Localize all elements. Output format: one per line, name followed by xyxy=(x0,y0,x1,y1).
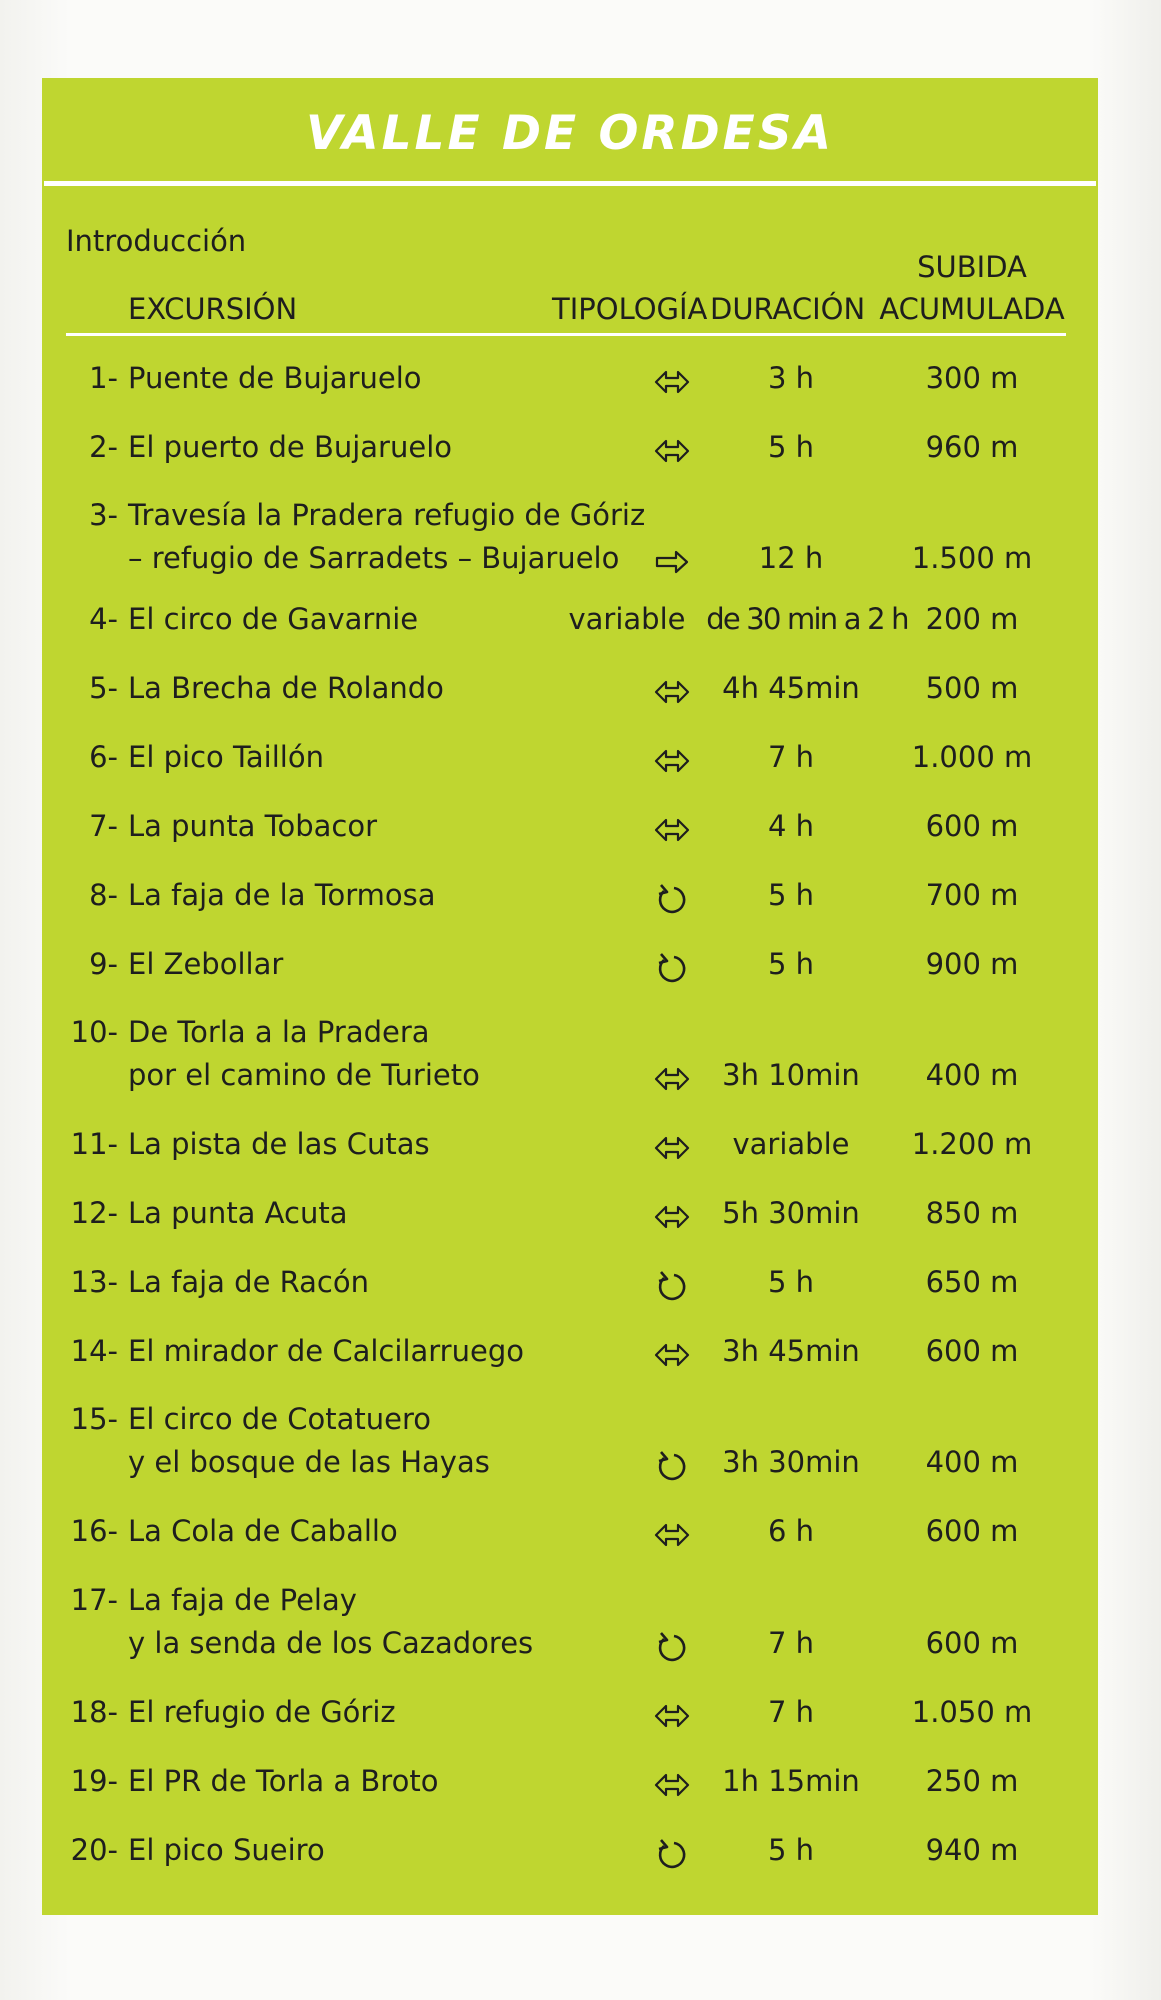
header-divider xyxy=(66,333,1066,336)
duracion-cell: 3h 10min xyxy=(722,1058,860,1092)
duracion-cell: 7 h xyxy=(767,1626,815,1660)
duracion-cell: 7 h xyxy=(767,740,815,774)
subida-cell: 400 m xyxy=(925,1445,1019,1479)
duracion-cell: 5 h xyxy=(767,430,815,464)
duracion-cell: 5 h xyxy=(767,947,815,981)
subida-cell: 1.000 m xyxy=(911,740,1033,774)
table-row[interactable] xyxy=(42,361,1098,404)
table-row[interactable] xyxy=(42,1402,1098,1488)
subida-cell: 960 m xyxy=(925,430,1019,464)
row-number: 10- xyxy=(70,1015,118,1049)
duracion-cell: 4 h xyxy=(767,809,815,843)
header-excursion: EXCURSIÓN xyxy=(128,292,298,326)
row-number: 13- xyxy=(70,1265,118,1299)
excursion-name: Puente de Bujaruelo xyxy=(128,361,422,395)
table-row[interactable] xyxy=(42,740,1098,783)
duracion-cell: 12 h xyxy=(758,541,824,575)
page-title: VALLE DE ORDESA xyxy=(306,106,834,161)
subida-cell: 1.200 m xyxy=(911,1127,1033,1161)
duracion-cell: 6 h xyxy=(767,1514,815,1548)
subida-cell: 400 m xyxy=(925,1058,1019,1092)
table-row[interactable] xyxy=(42,1334,1098,1377)
subida-cell: 940 m xyxy=(925,1833,1019,1867)
row-number: 20- xyxy=(70,1833,118,1867)
subida-cell: 1.050 m xyxy=(911,1695,1033,1729)
table-row[interactable] xyxy=(42,1583,1098,1669)
excursion-name: La Brecha de Rolando xyxy=(128,671,444,705)
subida-cell: 250 m xyxy=(925,1764,1019,1798)
excursion-name: Travesía la Pradera refugio de Góriz xyxy=(128,498,646,532)
table-row[interactable] xyxy=(42,1695,1098,1738)
row-number: 16- xyxy=(70,1514,118,1548)
table-row[interactable] xyxy=(42,809,1098,852)
table-row[interactable] xyxy=(42,947,1098,990)
excursion-name: El circo de Gavarnie xyxy=(128,602,419,636)
row-number: 4- xyxy=(89,602,118,636)
row-number: 14- xyxy=(70,1334,118,1368)
excursion-name: La faja de la Tormosa xyxy=(128,878,436,912)
excursion-name: El PR de Torla a Broto xyxy=(128,1764,439,1798)
duracion-cell: 3 h xyxy=(767,361,815,395)
excursion-name: por el camino de Turieto xyxy=(128,1058,480,1092)
duracion-cell: 5h 30min xyxy=(722,1196,860,1230)
duracion-cell: 1h 15min xyxy=(722,1764,860,1798)
table-row[interactable] xyxy=(42,1514,1098,1557)
excursion-name: La faja de Pelay xyxy=(128,1583,357,1617)
excursion-name: y el bosque de las Hayas xyxy=(128,1445,490,1479)
duracion-cell: 3h 30min xyxy=(722,1445,860,1479)
row-number: 15- xyxy=(70,1402,118,1436)
subida-cell: 650 m xyxy=(925,1265,1019,1299)
tipologia-cell: variable xyxy=(568,602,686,636)
subida-cell: 200 m xyxy=(925,602,1019,636)
subida-cell: 600 m xyxy=(925,809,1019,843)
row-number: 18- xyxy=(70,1695,118,1729)
row-number: 7- xyxy=(89,809,118,843)
row-number: 19- xyxy=(70,1764,118,1798)
green-panel xyxy=(42,78,1098,1915)
duracion-cell: 5 h xyxy=(767,878,815,912)
table-row[interactable] xyxy=(42,602,1098,645)
excursion-name: El pico Taillón xyxy=(128,740,324,774)
subida-cell: 850 m xyxy=(925,1196,1019,1230)
table-row[interactable] xyxy=(42,498,1098,584)
excursion-name: La punta Tobacor xyxy=(128,809,377,843)
header-acumulada: ACUMULADA xyxy=(879,292,1065,326)
subida-cell: 900 m xyxy=(925,947,1019,981)
table-row[interactable] xyxy=(42,430,1098,473)
title-divider xyxy=(44,181,1096,186)
duracion-cell: 4h 45min xyxy=(722,671,860,705)
row-number: 2- xyxy=(89,430,118,464)
excursion-name: y la senda de los Cazadores xyxy=(128,1626,534,1660)
row-number: 6- xyxy=(89,740,118,774)
row-number: 8- xyxy=(89,878,118,912)
excursion-name: El mirador de Calcilarruego xyxy=(128,1334,524,1368)
row-number: 12- xyxy=(70,1196,118,1230)
excursion-name: La pista de las Cutas xyxy=(128,1127,430,1161)
table-row[interactable] xyxy=(42,671,1098,714)
excursion-name: El circo de Cotatuero xyxy=(128,1402,432,1436)
table-row[interactable] xyxy=(42,1127,1098,1170)
subida-cell: 600 m xyxy=(925,1626,1019,1660)
subida-cell: 300 m xyxy=(925,361,1019,395)
duracion-cell: 7 h xyxy=(767,1695,815,1729)
table-row[interactable] xyxy=(42,1196,1098,1239)
excursion-name: – refugio de Sarradets – Bujaruelo xyxy=(128,541,620,575)
table-row[interactable] xyxy=(42,878,1098,921)
duracion-cell: variable xyxy=(732,1127,850,1161)
table-row[interactable] xyxy=(42,1764,1098,1807)
row-number: 17- xyxy=(70,1583,118,1617)
excursion-name: De Torla a la Pradera xyxy=(128,1015,430,1049)
subida-cell: 600 m xyxy=(925,1334,1019,1368)
duracion-cell: de 30 min a 2 h xyxy=(706,602,908,636)
header-duracion: DURACIÓN xyxy=(710,292,866,326)
subida-cell: 500 m xyxy=(925,671,1019,705)
table-row[interactable] xyxy=(42,1833,1098,1876)
table-row[interactable] xyxy=(42,1015,1098,1101)
duracion-cell: 5 h xyxy=(767,1265,815,1299)
subida-cell: 600 m xyxy=(925,1514,1019,1548)
header-tipologia: TIPOLOGÍA xyxy=(552,292,708,326)
intro-link[interactable]: Introducción xyxy=(66,224,247,258)
row-number: 11- xyxy=(70,1127,118,1161)
excursion-name: El puerto de Bujaruelo xyxy=(128,430,452,464)
subida-cell: 1.500 m xyxy=(911,541,1033,575)
excursion-name: El pico Sueiro xyxy=(128,1833,325,1867)
excursion-name: La faja de Racón xyxy=(128,1265,369,1299)
row-number: 1- xyxy=(89,361,118,395)
header-subida: SUBIDA xyxy=(917,250,1027,284)
table-row[interactable] xyxy=(42,1265,1098,1308)
row-number: 3- xyxy=(89,498,118,532)
subida-cell: 700 m xyxy=(925,878,1019,912)
duracion-cell: 3h 45min xyxy=(722,1334,860,1368)
excursion-name: La punta Acuta xyxy=(128,1196,348,1230)
excursion-name: El refugio de Góriz xyxy=(128,1695,396,1729)
excursion-name: El Zebollar xyxy=(128,947,284,981)
row-number: 5- xyxy=(89,671,118,705)
excursion-name: La Cola de Caballo xyxy=(128,1514,398,1548)
duracion-cell: 5 h xyxy=(767,1833,815,1867)
row-number: 9- xyxy=(89,947,118,981)
